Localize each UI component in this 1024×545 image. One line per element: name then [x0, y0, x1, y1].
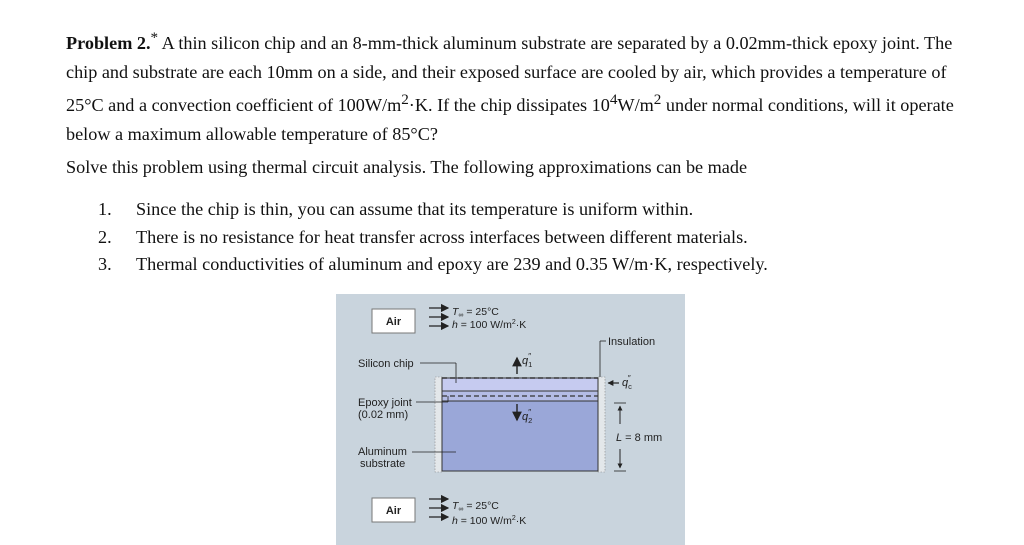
instruction-text: Solve this problem using thermal circuit analysis. The following approximations can be made — [66, 157, 748, 177]
problem-text: ·K. If the chip dissipates 10 — [408, 95, 610, 116]
ambient-temperature-top: T∞ = 25°C — [452, 306, 499, 319]
aluminum-label: Aluminum — [358, 446, 407, 458]
list-text: There is no resistance for heat transfer across interfaces between different materials. — [136, 226, 748, 247]
list-item — [98, 196, 768, 224]
problem-statement — [66, 24, 966, 149]
list-number: 2. — [98, 226, 112, 247]
air-label-top: Air — [385, 316, 402, 328]
exponent: 2 — [401, 91, 409, 109]
epoxy-thickness-label: (0.02 mm) — [358, 409, 409, 421]
footnote-marker: * — [150, 29, 159, 46]
list-item — [98, 251, 768, 279]
list-item — [98, 224, 768, 252]
ambient-temperature-bottom: T∞ = 25°C — [452, 500, 499, 513]
problem-text: W/m — [617, 95, 654, 116]
thickness-label: L = 8 mm — [616, 432, 663, 444]
exponent: 2 — [653, 91, 662, 109]
insulation-left — [435, 377, 442, 472]
epoxy-joint-label: Epoxy joint — [358, 397, 412, 409]
insulation-right — [598, 377, 605, 472]
list-text: Thermal conductivities of aluminum and epoxy are 239 and 0.35 W/m·K, respectively. — [136, 254, 768, 275]
heat-flux-qc: $q_c''$ — [622, 374, 632, 391]
chip-assembly-figure — [336, 294, 685, 545]
heat-flux-q1: $q_1''$ — [522, 352, 533, 369]
convection-coefficient-top: h = 100 $W/m^2\cdot K$ — [452, 319, 527, 331]
heat-flux-q2: $q_2''$ — [522, 408, 533, 425]
air-label-bottom: Air — [385, 505, 402, 517]
problem-label: Problem 2. — [66, 33, 151, 54]
list-text: Since the chip is thin, you can assume that its temperature is uniform within. — [136, 199, 694, 219]
list-number: 1. — [98, 199, 112, 219]
aluminum-substrate — [442, 401, 598, 471]
insulation-label: Insulation — [608, 336, 656, 348]
convection-coefficient-bottom: h = 100 $W/m^2\cdot K$ — [452, 515, 527, 527]
list-number: 3. — [98, 254, 112, 275]
problem-text: A thin silicon chip and an 8-mm-thick aluminum substrate are separated by a 0.02mm-thick epoxy joint. The chip and substrate are each 10mm on a side, and their exposed surface are cooled by air, which provides a temperature of 25°C and a convection coefficient of 100W/m — [66, 33, 953, 116]
exponent: 4 — [609, 91, 618, 109]
silicon-chip — [442, 378, 598, 391]
substrate-label: substrate — [360, 458, 406, 470]
silicon-chip-label: Silicon chip — [358, 358, 414, 370]
approximations-list — [98, 196, 768, 279]
problem-text: under normal conditions, will it operate below a maximum allowable temperature of 85°C? — [66, 95, 954, 144]
